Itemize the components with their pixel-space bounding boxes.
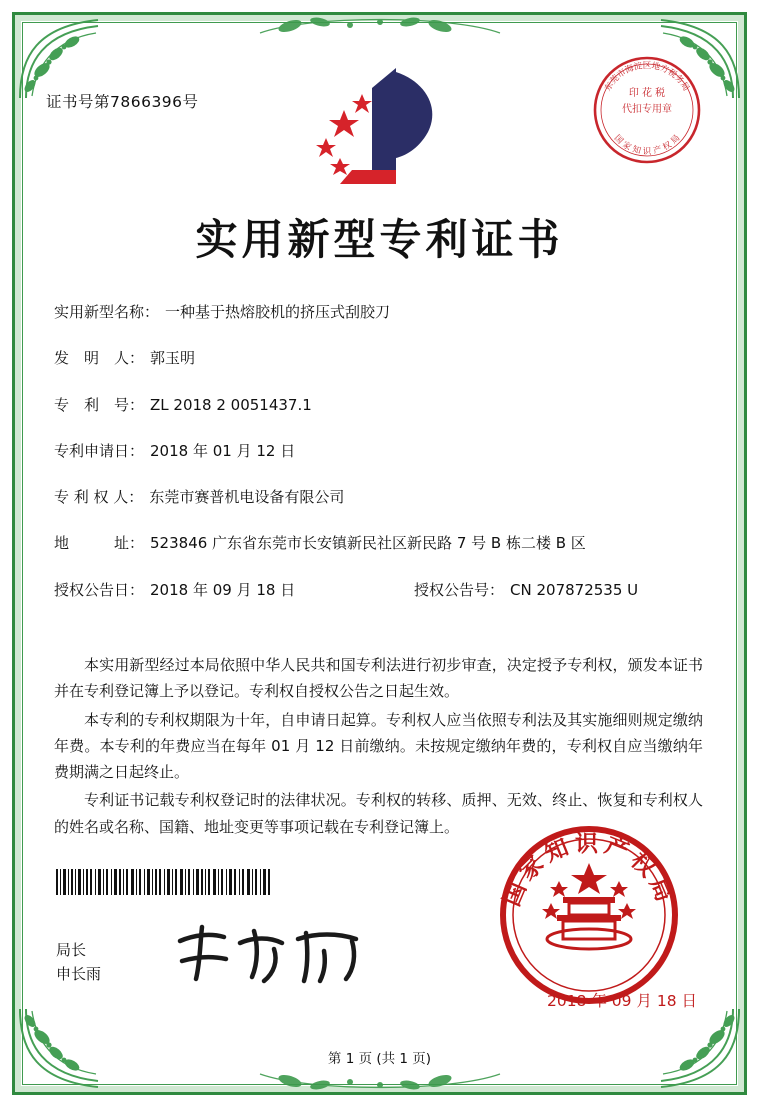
field-value: 东莞市赛普机电设备有限公司 (149, 488, 345, 506)
field-label: 实用新型名称： (54, 303, 160, 321)
field-patent-number (54, 395, 705, 417)
tax-stamp (589, 52, 705, 168)
field-value: 一种基于热熔胶机的挤压式刮胶刀 (165, 303, 391, 321)
field-label: 地 址： (54, 534, 145, 553)
page-footer: 第 1 页 (共 1 页) (327, 1051, 432, 1067)
field-label: 专 利 号： (54, 395, 145, 414)
paragraph: 专利证书记载专利权登记时的法律状况。专利权的转移、质押、无效、终止、恢复和专利权人的姓名或名称、国籍、地址变更等事项记载在专利登记簿上。 (54, 791, 703, 836)
barcode (56, 869, 271, 895)
director-label: 局长 (56, 940, 87, 959)
field-value: ZL 2018 2 0051437.1 (150, 395, 312, 414)
svg-text:国家知识产权局: 国家知识产权局 (497, 830, 681, 911)
field-grant-announcement (54, 580, 705, 602)
page-title: 实用新型专利证书 (195, 215, 564, 264)
field-value: 郭玉明 (150, 349, 196, 368)
svg-text:国 家 知 识 产 权 局: 国 家 知 识 产 权 局 (611, 133, 683, 157)
seal-date: 2018 年 09 月 18 日 (546, 992, 697, 1010)
field-label: 授权公告号： (414, 580, 505, 599)
signature-block (56, 938, 101, 988)
bottom-edge-ornament-icon (250, 1064, 510, 1094)
top-edge-ornament-icon (250, 13, 510, 43)
certificate-content (46, 52, 713, 1067)
field-list (54, 302, 705, 621)
field-patentee (54, 487, 705, 509)
certificate-number: 证书号第7866396号 (46, 93, 199, 111)
director-name: 申长雨 (56, 965, 102, 984)
field-value: 523846 广东省东莞市长安镇新民社区新民路 7 号 B 栋二楼 B 区 (150, 534, 586, 553)
field-value: CN 207872535 U (510, 580, 639, 599)
svg-text:代扣专用章: 代扣专用章 (622, 104, 672, 115)
paragraph: 本专利的专利权期限为十年，自申请日起算。专利权人应当依照专利法及其实施细则规定缴纳年费。本专利的年费应当在每年 01 月 12 日前缴纳。未按规定缴纳年费的，专利权自应当缴纳年费期满之日起终止。 (54, 710, 703, 781)
field-label: 专利申请日： (54, 441, 145, 460)
cnipa-logo-icon (300, 62, 460, 192)
field-address (54, 533, 705, 555)
field-application-date (54, 441, 705, 463)
field-value: 2018 年 09 月 18 日 (150, 580, 296, 599)
official-seal (495, 821, 683, 1009)
field-label: 专 利 权 人： (54, 488, 144, 506)
svg-text:印 花 税: 印 花 税 (628, 88, 666, 99)
field-value: 2018 年 01 月 12 日 (150, 441, 296, 460)
field-invention-name (54, 302, 705, 324)
field-inventor (54, 348, 705, 370)
svg-text:东莞市海淀区地方税务局: 东莞市海淀区地方税务局 (603, 61, 691, 94)
handwritten-signature-icon (166, 919, 381, 989)
paragraph: 本实用新型经过本局依照中华人民共和国专利法进行初步审查，决定授予专利权，颁发本证书并在专利登记簿上予以登记。专利权自授权公告之日起生效。 (54, 656, 703, 701)
field-label: 授权公告日： (54, 580, 145, 599)
field-label: 发 明 人： (54, 349, 145, 368)
legal-text (54, 652, 703, 842)
